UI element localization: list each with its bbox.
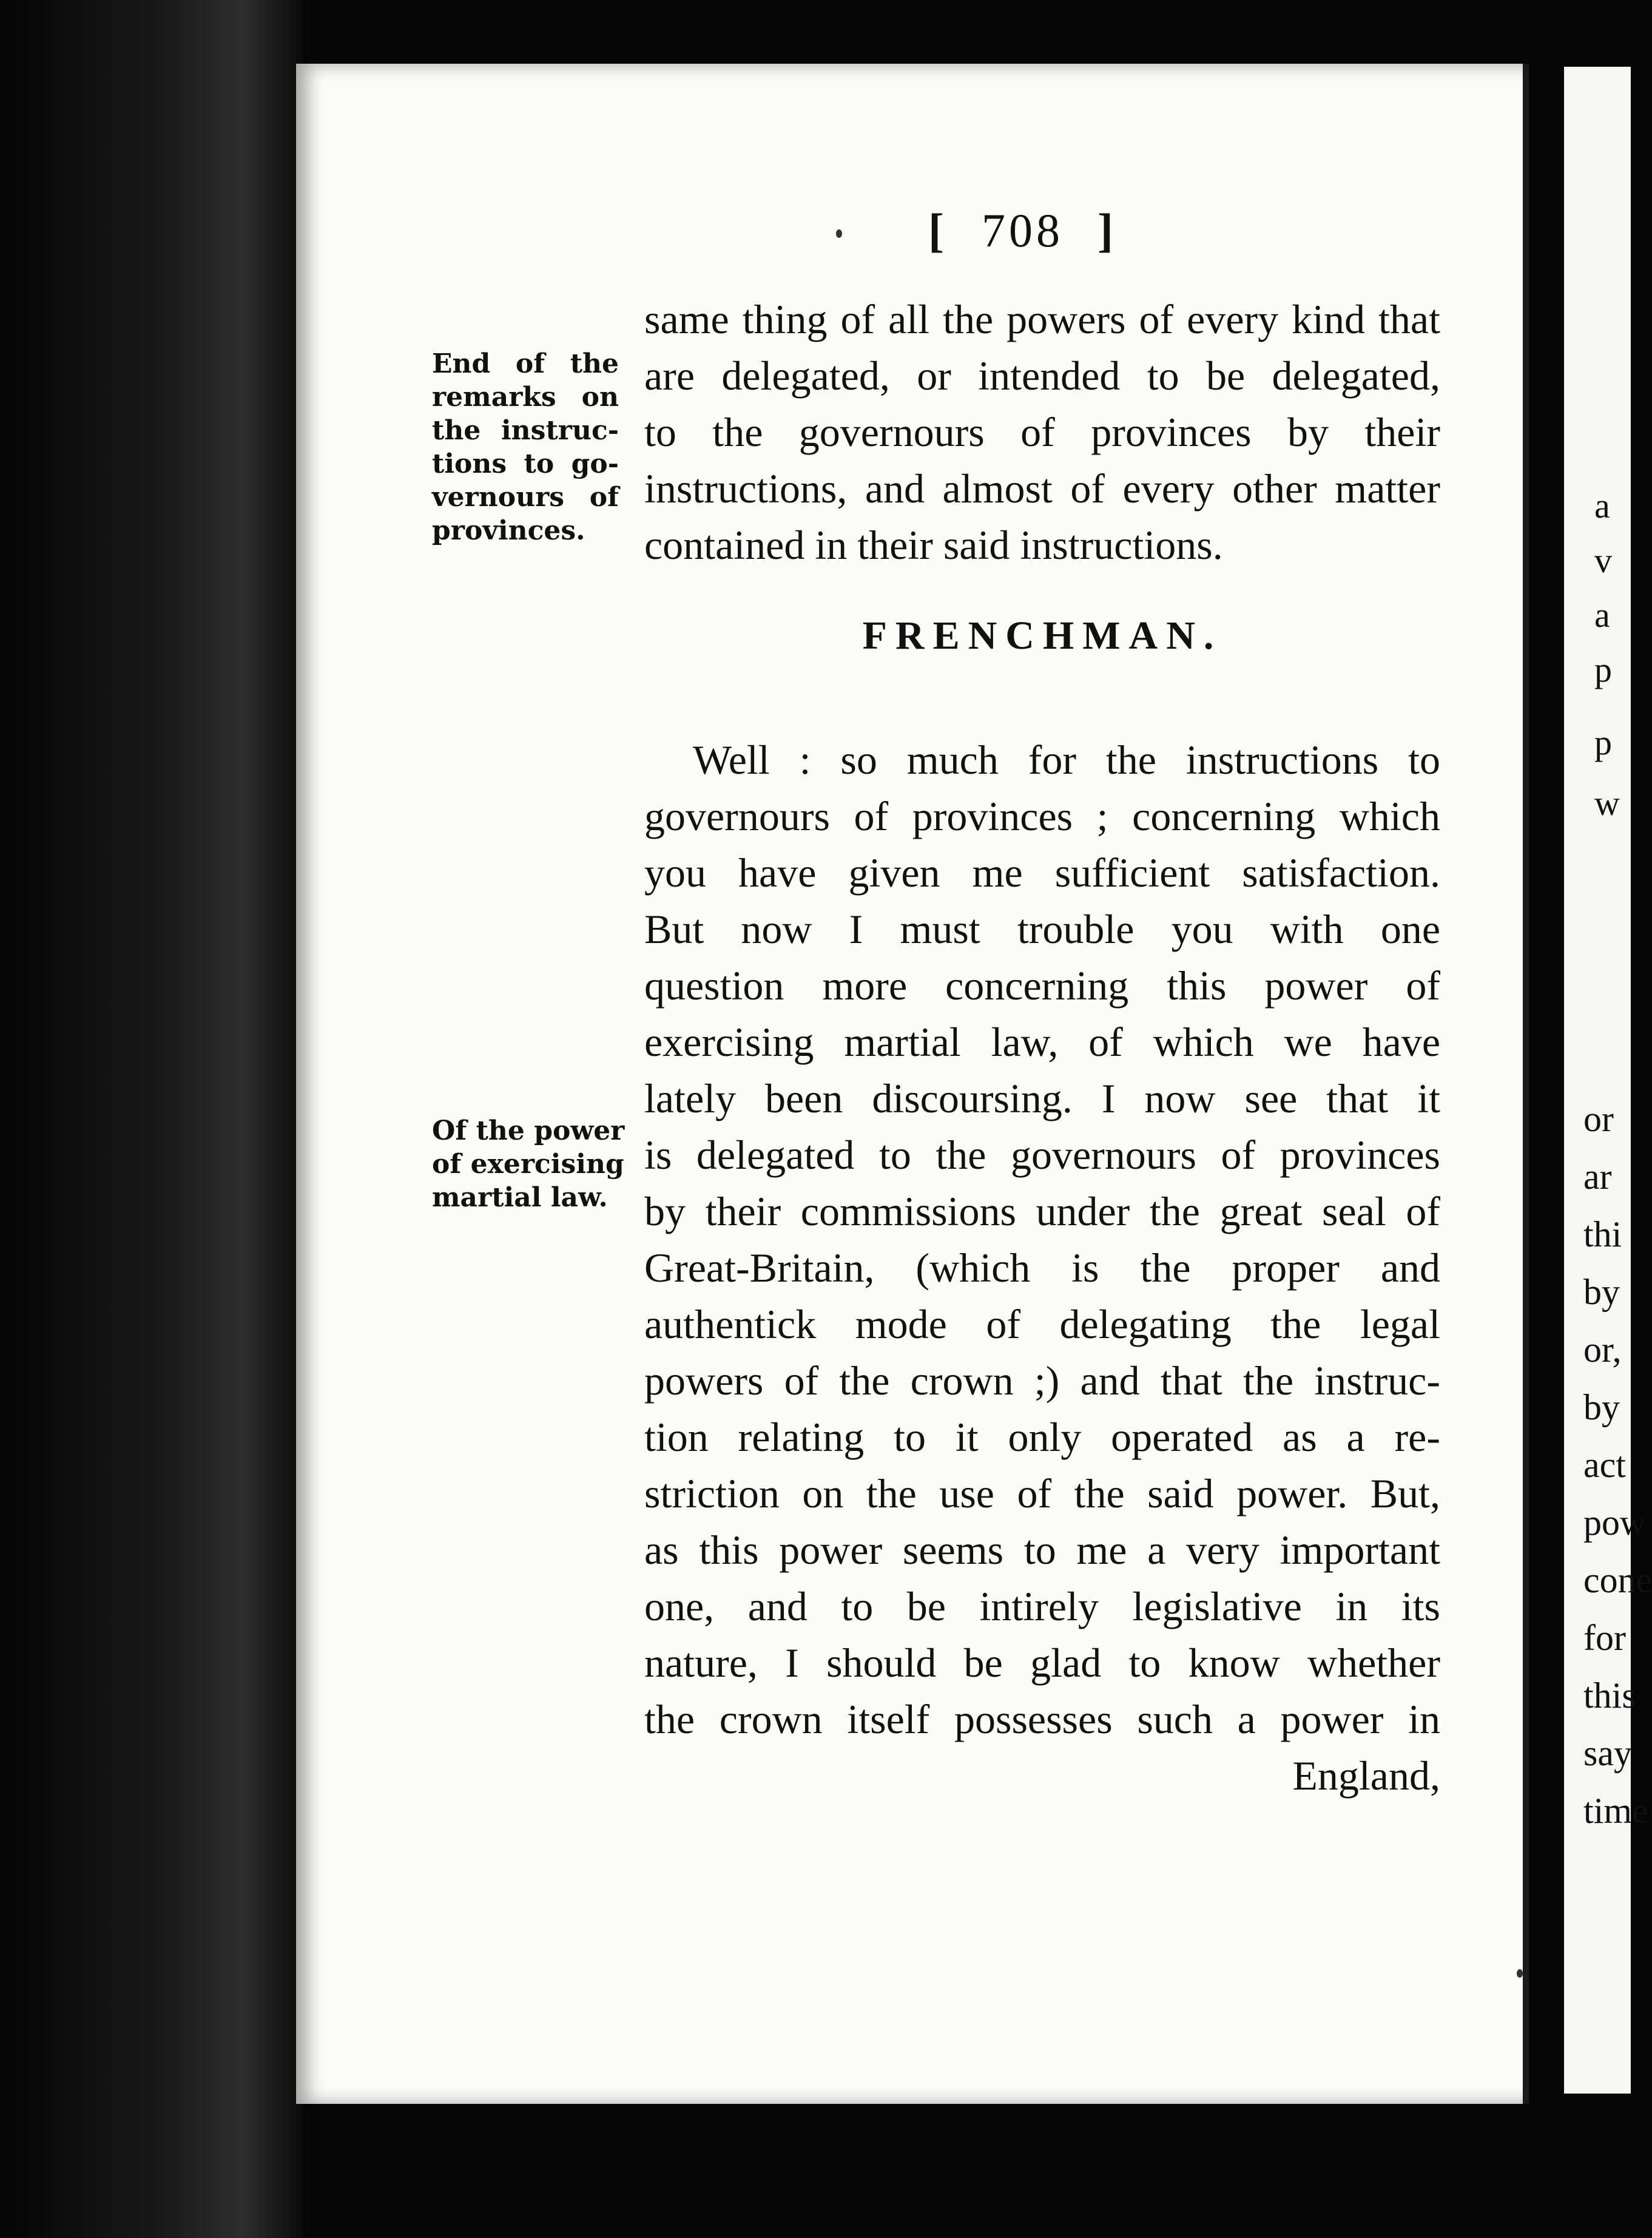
text-line: exercising martial law, of which we have <box>644 1019 1440 1065</box>
facing-page-fragment: a <box>1594 486 1610 526</box>
text-line: authentick mode of delegating the legal <box>644 1301 1440 1347</box>
facing-page-fragment: by <box>1583 1387 1620 1427</box>
page-number: 708 <box>981 204 1064 257</box>
margin-note-line: remarks on <box>432 382 619 413</box>
margin-note-line: End of the <box>432 348 619 379</box>
text-line: nature, I should be glad to know whether <box>644 1640 1440 1686</box>
text-line: the crown itself possesses such a power in <box>644 1696 1440 1742</box>
text-line: lately been discoursing. I now see that it <box>644 1075 1440 1121</box>
margin-note-martial-law <box>432 1114 625 1214</box>
facing-page-fragment: or, <box>1583 1330 1622 1370</box>
facing-page-fragment: this <box>1583 1675 1636 1716</box>
facing-page-fragment: a <box>1594 595 1610 635</box>
facing-page-fragment: thi <box>1583 1214 1622 1254</box>
margin-note-line: vernours of <box>432 482 619 513</box>
facing-page-fragment: pow <box>1583 1503 1647 1543</box>
facing-page-fragment: p <box>1594 650 1612 689</box>
facing-page-fragment: by <box>1583 1272 1620 1312</box>
text-line: instructions, and almost of every other matter <box>644 465 1440 512</box>
page-header <box>928 203 1117 258</box>
text-line: But now I must trouble you with one <box>644 906 1440 952</box>
facing-page-fragment: act <box>1583 1445 1626 1485</box>
text-line: same thing of all the powers of every kind that <box>644 296 1440 342</box>
margin-note-line: Of the power <box>432 1115 625 1146</box>
facing-page-fragment: cone <box>1583 1560 1652 1600</box>
text-line: are delegated, or intended to be delegated, <box>644 353 1440 399</box>
facing-page-fragment: for <box>1583 1618 1626 1658</box>
margin-note-end-of-remarks <box>432 347 619 547</box>
catchword: England, <box>1292 1753 1440 1799</box>
text-line: powers of the crown ;) and that the instruc- <box>644 1357 1440 1404</box>
ink-speck <box>1517 1969 1523 1978</box>
text-line: one, and to be intirely legislative in its <box>644 1583 1440 1629</box>
facing-page-fragment: v <box>1594 541 1612 580</box>
text-line: as this power seems to me a very important <box>644 1527 1440 1573</box>
paragraph-continued <box>644 291 1440 573</box>
text-line: governours of provinces ; concerning which <box>644 793 1440 839</box>
ink-speck <box>836 229 842 238</box>
text-line: is delegated to the governours of provinces <box>644 1132 1440 1178</box>
paragraph-main <box>644 732 1440 1804</box>
margin-note-line: of exercising <box>432 1149 624 1180</box>
header-close-bracket: ] <box>1097 204 1117 257</box>
margin-note-line: the instruc- <box>432 415 619 446</box>
text-line: you have given me sufficient satisfaction. <box>644 850 1440 896</box>
text-line: tion relating to it only operated as a re- <box>644 1414 1440 1460</box>
text-line: by their commissions under the great seal of <box>644 1188 1440 1234</box>
facing-page-fragment: say <box>1583 1733 1632 1773</box>
text-line: contained in their said instructions. <box>644 522 1223 568</box>
facing-page-fragment: w <box>1594 783 1620 823</box>
book-binding-shadow <box>0 0 303 2238</box>
facing-page-fragment: time <box>1583 1791 1648 1831</box>
margin-note-line: tions to go- <box>432 448 619 479</box>
text-line: striction on the use of the said power. But, <box>644 1470 1440 1516</box>
facing-page-fragment: p <box>1594 723 1612 762</box>
facing-page-fragment: ar <box>1583 1157 1612 1197</box>
margin-note-line: provinces. <box>432 515 585 546</box>
margin-note-line: martial law. <box>432 1182 608 1213</box>
text-line: to the governours of provinces by their <box>644 409 1440 455</box>
facing-page-edge <box>1564 67 1652 2094</box>
speaker-heading: FRENCHMAN. <box>862 614 1222 658</box>
text-line: Well : so much for the instructions to <box>693 737 1440 783</box>
facing-page-fragment: or <box>1583 1099 1614 1139</box>
header-open-bracket: [ <box>928 204 948 257</box>
text-line: Great-Britain, (which is the proper and <box>644 1245 1440 1291</box>
text-line: question more concerning this power of <box>644 962 1440 1009</box>
